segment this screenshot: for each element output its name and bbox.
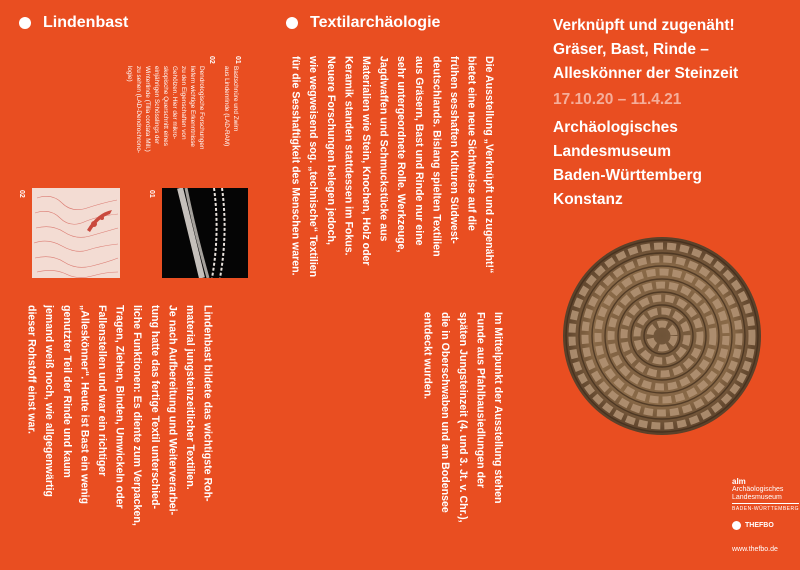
woven-coil-basket-image [562,236,762,436]
exhibition-dates: 17.10.20 – 11.4.21 [553,91,682,108]
bullet-dot-icon [286,17,298,29]
linden-cross-section-image [32,188,120,278]
section-title: Textilarchäologie [310,14,441,31]
panel-textilarchaeologie [268,0,536,570]
thefbo-mark-icon [732,521,741,530]
caption1-number: 01 [234,56,241,64]
museum-name: Archäologisches Landesmuseum Baden-Württemberg Konstanz [553,119,702,208]
panel-lindenbast [0,0,268,570]
body-text-lindenbast: Lindenbast bildete das wichtigste Roh- material jungsteinzeitlicher Textilien. Je nach Aufbereitung und Weiterverarbei- tung hatte das fertige Textil unterschied- liche Funktionen: Es diente zum Verpacken, Tragen, Ziehen, Binden, Umwickeln oder Fallenstellen und war ein richtiger „Alleskönner“. Heute ist Bast ein wenig genutzter Teil der Rinde und kaum jemand weiß noch, wie allgegenwärtig dieser Rohstoff einst war. [25,305,214,526]
figure-number-02: 02 [18,190,25,198]
exhibition-title: Verknüpft und zugenäht! Gräser, Bast, Rinde – Alleskönner der Steinzeit [553,17,739,82]
bast-cord-image [162,188,248,278]
thefbo-logo: THEFBO [732,521,774,530]
figure-number-01: 01 [148,190,155,198]
panel-cover [536,0,800,570]
body-text-intro: Die Ausstellung „Verknüpft und zugenäht!“ bietet eine neue Sichtweise auf die frühen sesshaften Kulturen Südwest- deutschlands. Bislang spielten Textilien aus Gräsern, Bast und Rinde nur eine sehr untergeordnete Rolle. Werkzeuge, Jagdwaffen und Schmuckstücke aus Materialien wie Stein, Knochen, Holz oder Keramik standen stattdessen im Fokus. Neuere Forschungen belegen jedoch, wie wegweisend sog. „technische“ Textilien für die Sesshaftigkeit des Menschen waren. [289,56,496,278]
caption2-number: 02 [208,56,215,64]
bullet-dot-icon [19,17,31,29]
alm-logo: alm Archäologisches Landesmuseum BADEN-WÜRTTEMBERG [732,477,800,512]
caption1-text: Bastschnüre und Zwirn aus Lindenrinde (LAD-RAM) [223,66,239,147]
heading-lindenbast [19,14,128,32]
website-url[interactable]: www.thefbo.de [732,546,778,553]
section-title: Lindenbast [43,14,129,31]
caption2-text: Dendrologische Forschungen liefern wichtige Erkenntnisse zu den Eigenschaften von Gehölzen. Hier der mikro- skopische Querschnitt eines einjährigen Schösslings der Winterlinde (Tilia cordata Mill.) zu sehen (LAD-Dendrochrono- logie) [126,66,205,154]
heading-textilarchaeologie [286,14,440,32]
body-text-focus: Im Mittelpunkt der Ausstellung stehen Funde aus Pfahlbausiedlungen der späten Jungsteinzeit (4. und 3. Jt. v. Chr.), die in Oberschwaben und am Bodensee entdeckt wurden. [421,312,504,523]
